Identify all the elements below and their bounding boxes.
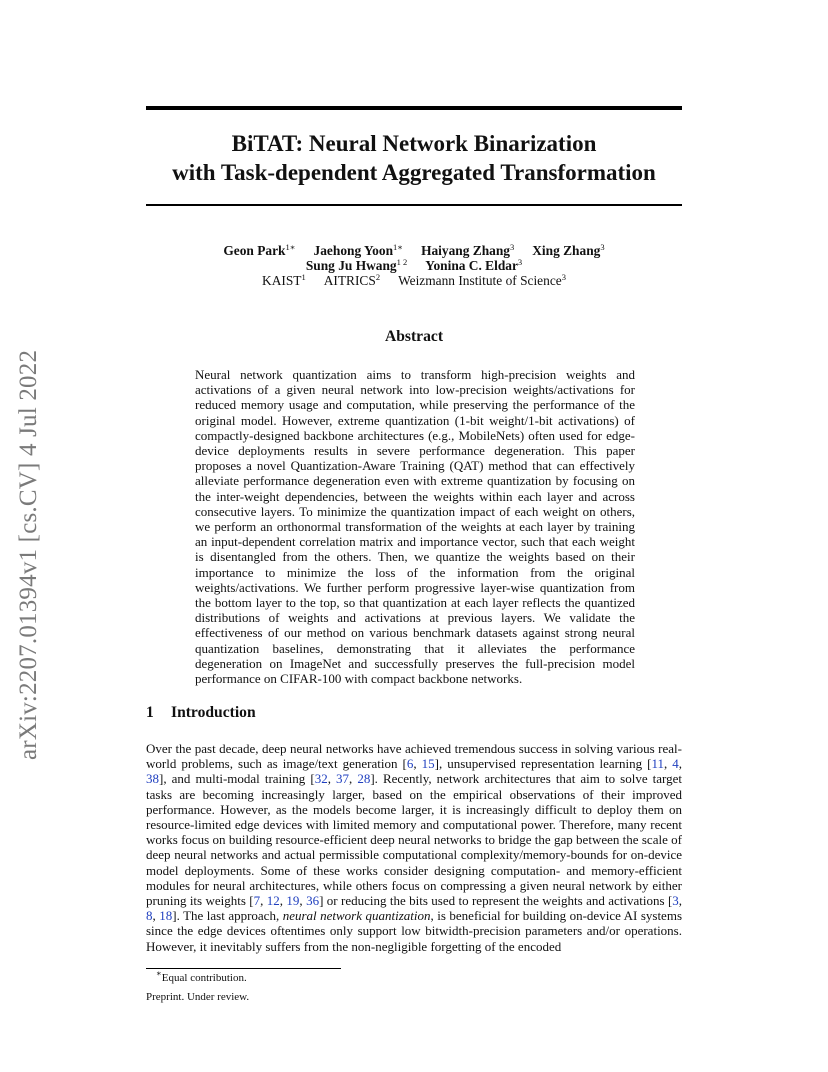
text-run: , <box>152 908 160 924</box>
affiliation-mark: 1 <box>301 272 306 282</box>
citation-link[interactable]: 15 <box>421 756 435 772</box>
author <box>223 243 295 258</box>
author-affiliation-mark: 1∗ <box>285 242 296 252</box>
author-line-2 <box>146 258 682 274</box>
text-run: , <box>678 893 683 909</box>
paper-title-line-1: BiTAT: Neural Network Binarization <box>231 131 597 156</box>
preprint-note: Preprint. Under review. <box>146 991 250 1003</box>
text-run: ]. The last approach, <box>172 908 283 924</box>
author-name: Yonina C. Eldar <box>425 258 518 273</box>
affiliation <box>324 273 380 288</box>
citation-link[interactable]: 8 <box>146 908 153 924</box>
author-name: Sung Ju Hwang <box>305 258 397 273</box>
text-run: ] or reducing the bits used to represent the weights and activations [ <box>319 893 673 909</box>
title-bottom-rule <box>146 204 682 206</box>
affiliation-mark: 2 <box>375 272 381 282</box>
citation-link[interactable]: 18 <box>159 908 173 924</box>
section-title: Introduction <box>171 704 256 721</box>
footnote-mark: ∗ <box>156 968 162 978</box>
author-name: Xing Zhang <box>532 243 601 258</box>
text-run: , <box>327 771 337 787</box>
author-affiliation-mark: 3 <box>517 257 523 267</box>
author-name: Jaehong Yoon <box>313 243 394 258</box>
text-run: ]. Recently, network architectures that aim to solve target tasks are becoming increasingly larger, based on the empirical observations of their improved performance. However, as the models become larger, it is increasingly difficult to deploy them on resource-limited edge devices with limited memory and computational power. Therefore, many recent works focus on building resource-efficient deep neural networks to bridge the gap between the scale of deep neural networks and actual permissible computational complexity/memory-bounds for on-device model deployments. Some of these works consider designing computation- and memory-efficient modules for neural architectures, while others focus on compressing a given neural network by either pruning its weights [ <box>146 771 683 909</box>
text-run: ], and multi-modal training [ <box>159 771 315 787</box>
citation-link[interactable]: 3 <box>672 893 679 909</box>
affiliation-name: Weizmann Institute of Science <box>398 273 562 288</box>
affiliation <box>262 273 306 288</box>
citation-link[interactable]: 7 <box>253 893 261 909</box>
section-number: 1 <box>146 704 154 721</box>
footnote-text: Equal contribution. <box>161 972 247 984</box>
paper-title-line-2: with Task-dependent Aggregated Transformation <box>172 160 656 185</box>
affiliation-name: AITRICS <box>323 273 376 288</box>
author-affiliation-mark: 3 <box>510 242 515 252</box>
citation-link[interactable]: 28 <box>357 771 371 787</box>
author-affiliation-mark: 1∗ <box>393 242 404 252</box>
footnote <box>156 968 247 985</box>
author <box>421 243 514 258</box>
author <box>425 258 522 273</box>
citation-link[interactable]: 19 <box>286 893 300 909</box>
text-run: , <box>349 771 358 787</box>
introduction-paragraph <box>146 741 682 954</box>
affiliation-name: KAIST <box>262 273 302 288</box>
author-name: Geon Park <box>223 243 286 258</box>
abstract-heading: Abstract <box>384 328 444 345</box>
citation-link[interactable]: 6 <box>406 756 414 772</box>
author <box>314 243 404 258</box>
author-affiliation-mark: 1 2 <box>396 257 408 267</box>
text-run: , is beneficial for building on-device AI systems since the edge devices oftentimes only support low bitwidth-precision parameters and/or operations. However, it inevitably suffers from the non-negligible forgetting of the encoded <box>146 908 683 954</box>
footnote-rule <box>146 968 341 969</box>
text-run: Over the past decade, deep neural networks have achieved tremendous success in solving various real-world problems, such as image/text generation [ <box>146 741 682 772</box>
emphasized-term: neural network quantization <box>282 908 431 924</box>
citation-link[interactable]: 12 <box>266 893 280 909</box>
text-run: , <box>279 893 287 909</box>
text-run: , <box>664 756 673 772</box>
text-run: , <box>299 893 307 909</box>
citation-link[interactable]: 38 <box>146 771 159 787</box>
citation-link[interactable]: 4 <box>672 756 679 772</box>
abstract-body: Neural network quantization aims to transform high-precision weights and activations of a given neural network into low-precision weights/activations for reduced memory usage and computation, while preserving the performance of the original model. However, extreme quantization (1-bit weight/1-bit activations) of compactly-designed backbone architectures (e.g., MobileNets) often used for edge-device deployments results in severe performance degeneration. This paper proposes a novel Quantization-Aware Training (QAT) method that can effectively alleviate performance degeneration even with extreme quantization by focusing on the inter-weight dependencies, between the weights within each layer and across consecutive layers. To minimize the quantization impact of each weight on others, we perform an orthonormal transformation of the weights at each layer by training an input-dependent correlation matrix and importance vector, such that each weight is disentangled from the others. Then, we quantize the weights based on their importance to minimize the loss of the information from the original weights/activations. We further perform progressive layer-wise quantization from the bottom layer to the top, so that quantization at each layer reflects the quantized distributions of weights and activations at previous layers. We validate the effectiveness of our method on various benchmark datasets against strong neural quantization baselines, demonstrating that it alleviates the performance degeneration on ImageNet and successfully preserves the full-precision model performance on CIFAR-100 with compact backbone networks. <box>195 367 635 687</box>
section-heading-introduction <box>146 704 256 722</box>
citation-link[interactable]: 37 <box>336 771 350 787</box>
text-run: , <box>413 756 422 772</box>
affiliation-mark: 3 <box>561 272 566 282</box>
text-run: , <box>678 756 683 772</box>
text-run: ], unsupervised representation learning [ <box>434 756 652 772</box>
author-name: Haiyang Zhang <box>421 243 510 258</box>
citation-link[interactable]: 36 <box>306 893 320 909</box>
author-affiliation-mark: 3 <box>600 242 605 252</box>
author <box>306 258 407 273</box>
author-line-1 <box>146 243 682 259</box>
citation-link[interactable]: 11 <box>651 756 664 772</box>
affiliation <box>398 273 566 288</box>
arxiv-identifier: arXiv:2207.01394v1 [cs.CV] 4 Jul 2022 <box>15 349 42 760</box>
text-run: , <box>260 893 267 909</box>
citation-link[interactable]: 32 <box>314 771 328 787</box>
title-top-rule <box>146 106 682 110</box>
affiliation-line <box>146 273 682 289</box>
author <box>532 243 604 258</box>
